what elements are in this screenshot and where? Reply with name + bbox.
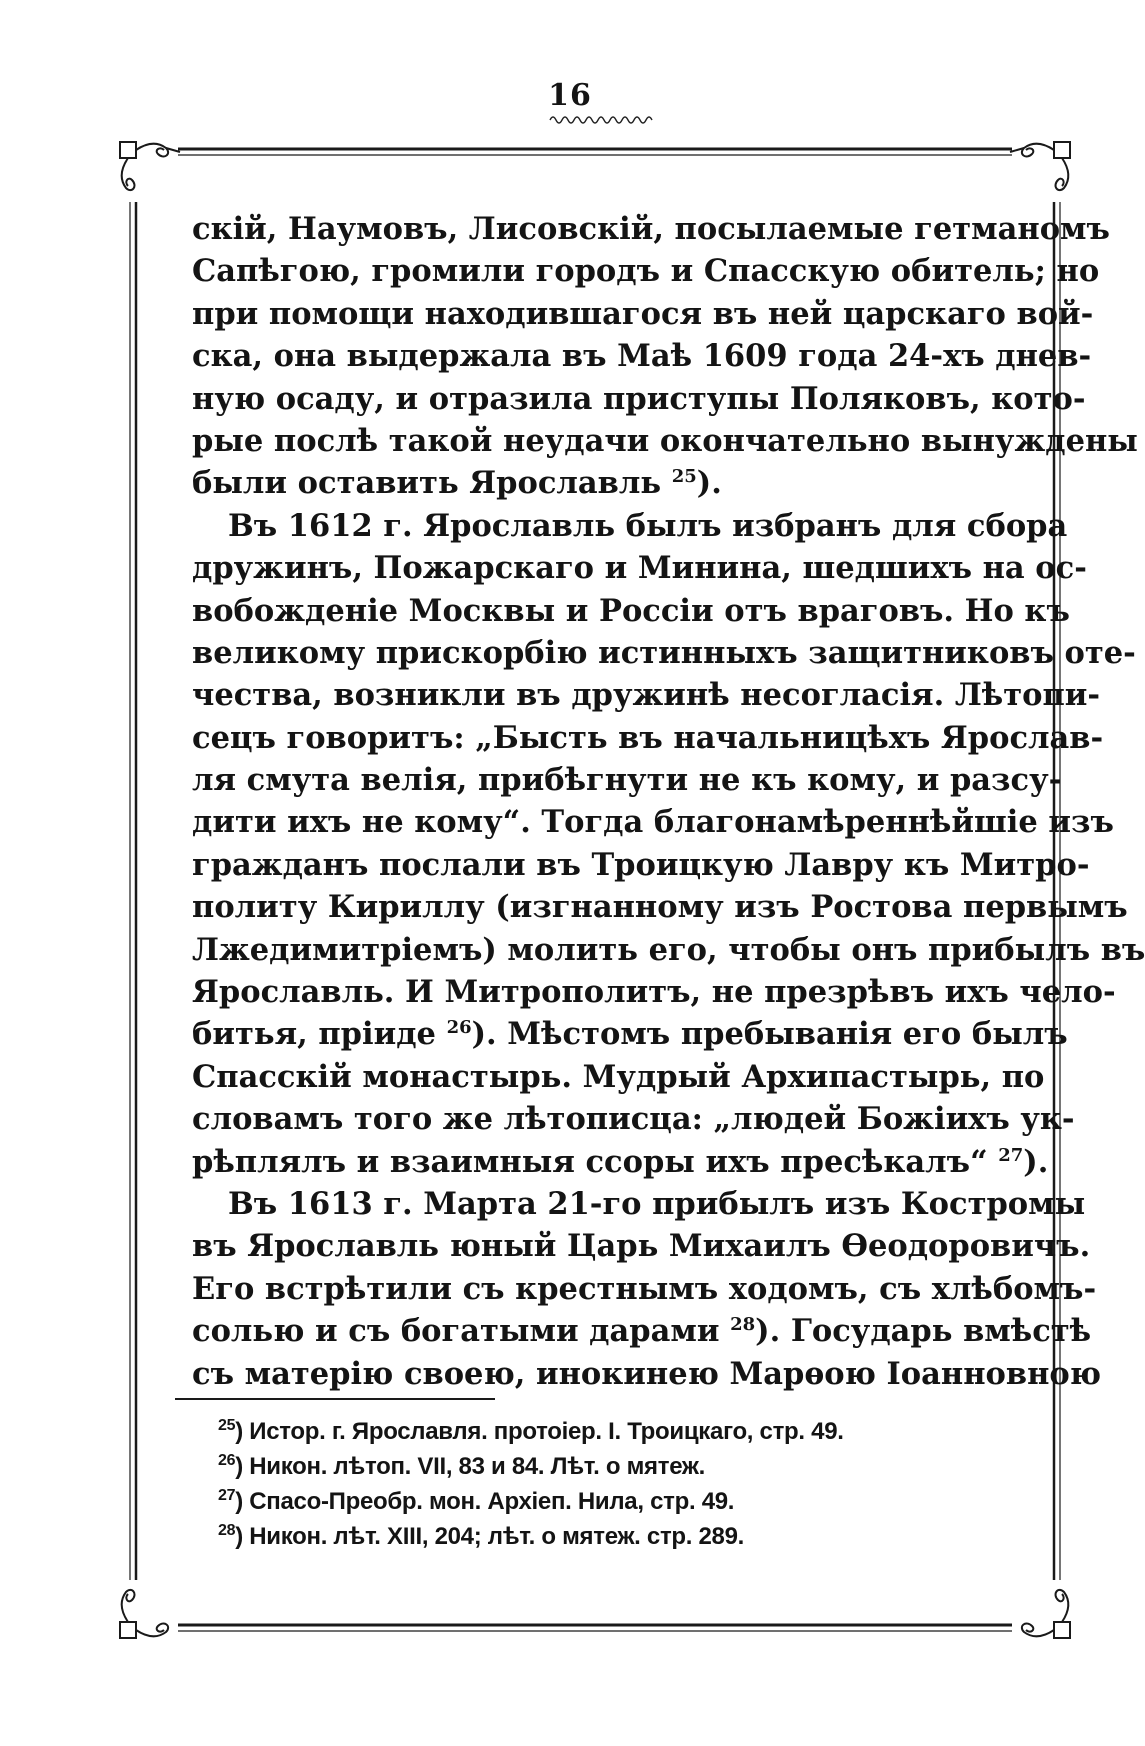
text-line: [192, 844, 1090, 886]
footnote-text: ) Истор. г. Ярославля. протоіер. І. Троицкаго, стр. 49.: [235, 1418, 844, 1445]
text-line-content: Спасскій монастырь. Мудрый Архипастырь, по: [192, 1058, 1045, 1095]
text-line: [192, 1141, 1049, 1183]
text-line-content: великому прискорбію истинныхъ защитниковъ оте-: [192, 634, 1136, 671]
text-line: [192, 1310, 1092, 1352]
text-line-content: при помощи находившагося въ ней царскаго вой-: [192, 295, 1094, 332]
footnote-text: ) Спасо-Преобр. мон. Архіеп. Нила, стр. 49.: [235, 1488, 735, 1515]
text-line: [192, 1268, 1097, 1310]
page-number-ornament: [550, 113, 655, 125]
footnote: [218, 1484, 938, 1519]
footnote-reference: 25: [671, 466, 697, 488]
text-line-content: битья, пріиде: [192, 1016, 436, 1053]
text-line: [192, 335, 1092, 377]
text-line-continuation: ).: [1023, 1143, 1049, 1180]
text-line-continuation: ). Мѣстомъ пребыванія его былъ: [471, 1016, 1068, 1053]
footnote-number: 26: [218, 1452, 236, 1469]
footnote-text: ) Никон. лѣтоп. VII, 83 и 84. Лѣт. о мятеж.: [235, 1453, 706, 1480]
footnote-number: 25: [218, 1417, 236, 1434]
text-line-continuation: ). Государь вмѣстѣ: [755, 1313, 1092, 1350]
text-line: [192, 886, 1128, 928]
text-line: [192, 547, 1087, 589]
footnote-number: 28: [218, 1522, 236, 1539]
text-line-content: съ матерію своею, инокинею Марѳою Іоанновною: [192, 1355, 1102, 1392]
text-line: [192, 293, 1094, 335]
text-line-content: политу Кириллу (изгнанному изъ Ростова первымъ: [192, 889, 1128, 926]
text-line: [192, 929, 1145, 971]
text-line: [192, 590, 1070, 632]
text-line-content: Его встрѣтили съ крестнымъ ходомъ, съ хлѣбомъ-: [192, 1270, 1097, 1307]
footnotes: [218, 1414, 938, 1554]
text-line: [192, 462, 1000, 504]
text-line: [192, 1098, 1075, 1140]
text-line-content: словамъ того же лѣтописца: „людей Божіихъ ук-: [192, 1101, 1075, 1138]
text-line-content: сецъ говоритъ: „Бысть въ начальницѣхъ Ярослав-: [192, 719, 1104, 756]
text-line: [192, 717, 1104, 759]
text-line-continuation: ).: [696, 465, 722, 502]
footnote-text: ) Никон. лѣт. XIII, 204; лѣт. о мятеж. стр. 289.: [235, 1523, 744, 1550]
footnote: [218, 1519, 938, 1554]
text-line-content: гражданъ послали въ Троицкую Лавру къ Митро-: [192, 846, 1090, 883]
text-line-content: ля смута велія, прибѣгнути не къ кому, и разсу-: [192, 762, 1062, 799]
text-line: [192, 971, 1116, 1013]
text-line-content: скій, Наумовъ, Лисовскій, посылаемые гетманомъ: [192, 211, 1110, 247]
text-line: [192, 1013, 1068, 1055]
text-line: [192, 632, 1136, 674]
text-line: [192, 801, 1114, 843]
page-number: 16: [548, 78, 592, 113]
text-line-content: вобожденіе Москвы и Россіи отъ враговъ. Но къ: [192, 592, 1070, 629]
text-line-content: дити ихъ не кому“. Тогда благонамѣреннѣйшіе изъ: [192, 804, 1114, 841]
text-line: [192, 674, 1101, 716]
footnote-divider: [175, 1398, 495, 1400]
footnote: [218, 1414, 938, 1449]
text-line-content: чества, возникли въ дружинѣ несогласія. Лѣтопи-: [192, 677, 1101, 714]
text-line: [192, 1056, 1045, 1098]
text-line-content: рые послѣ такой неудачи окончательно вынуждены: [192, 422, 1138, 459]
text-line-content: Ярославль. И Митрополитъ, не презрѣвъ ихъ чело-: [192, 974, 1116, 1011]
text-line-content: въ Ярославль юный Царь Михаилъ Ѳеодоровичъ.: [192, 1228, 1091, 1265]
text-line-content: были оставить Ярославль: [192, 465, 662, 502]
text-line: [192, 420, 1138, 462]
text-line-content: Сапѣгою, громили городъ и Спасскую обитель; но: [192, 253, 1100, 290]
footnote-number: 27: [218, 1487, 236, 1504]
text-line-content: дружинъ, Пожарскаго и Минина, шедшихъ на ос-: [192, 550, 1087, 587]
footnote-reference: 28: [730, 1314, 756, 1335]
text-line: [192, 208, 1110, 250]
text-line-content: ную осаду, и отразила приступы Поляковъ, кото-: [192, 380, 1086, 417]
footnote-reference: 26: [446, 1017, 472, 1039]
text-line-content: рѣплялъ и взаимныя ссоры ихъ пресѣкалъ“: [192, 1143, 988, 1180]
text-line-content: солью и съ богатыми дарами: [192, 1313, 720, 1350]
footnote: [218, 1449, 938, 1484]
text-line: [192, 378, 1086, 420]
text-line: [192, 250, 1100, 292]
main-text: [192, 208, 1145, 1395]
text-line: [192, 1225, 1091, 1267]
text-line-content: Лжедимитріемъ) молить его, чтобы онъ прибылъ въ: [192, 931, 1145, 968]
text-line-content: Въ 1612 г. Ярославль былъ избранъ для сбора: [228, 507, 1068, 544]
text-line: [192, 759, 1062, 801]
text-line-content: Въ 1613 г. Марта 21-го прибылъ изъ Костромы: [228, 1185, 1086, 1222]
footnote-reference: 27: [998, 1144, 1024, 1166]
text-line: [192, 1183, 1086, 1225]
text-line: [192, 505, 1068, 547]
text-line-content: ска, она выдержала въ Маѣ 1609 года 24-хъ днев-: [192, 338, 1092, 375]
text-line: [192, 1353, 1102, 1395]
